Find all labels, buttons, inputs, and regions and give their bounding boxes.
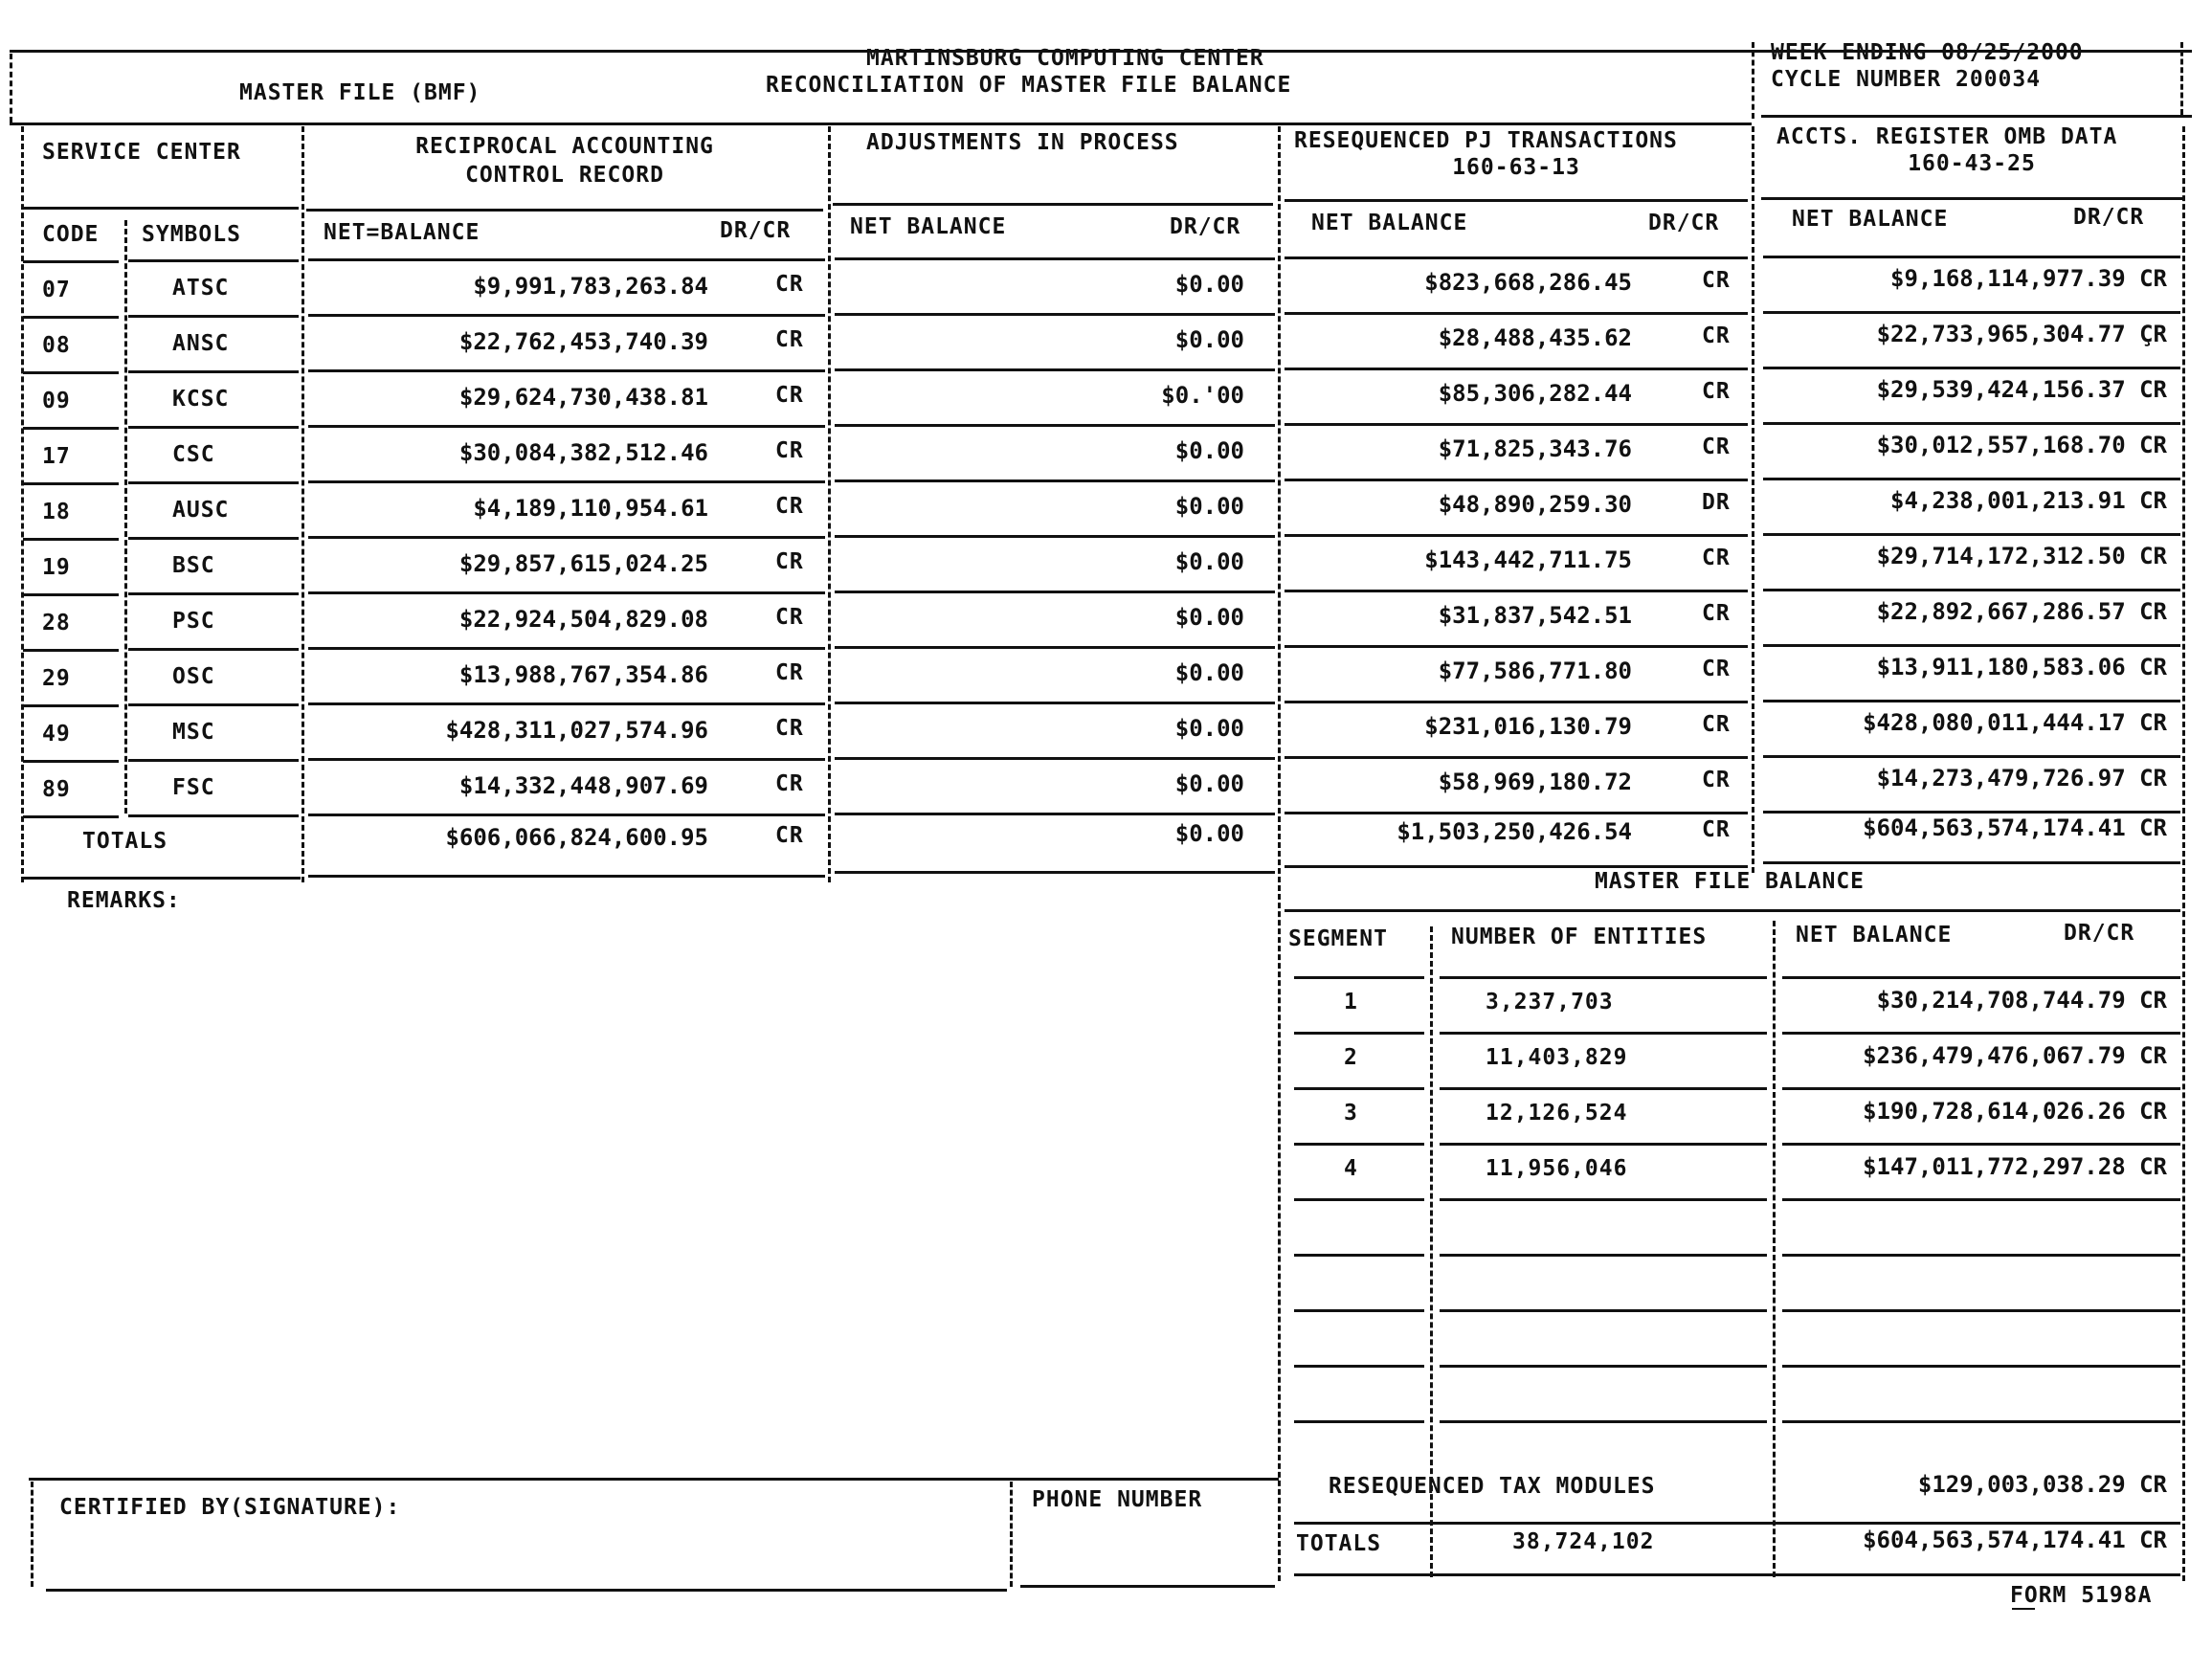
row-rac: $22,924,504,829.08 (458, 606, 708, 633)
row-code: 19 (42, 555, 71, 580)
row-rac-drcr: CR (775, 549, 804, 574)
divider (1763, 861, 2180, 864)
row-divider (128, 592, 299, 595)
segment-entities: 11,403,829 (1486, 1045, 1628, 1070)
row-divider (1294, 1143, 1424, 1146)
row-code: 09 (42, 389, 71, 413)
row-pj-drcr: CR (1702, 323, 1731, 348)
certified-by-label: CERTIFIED BY(SIGNATURE): (59, 1495, 401, 1520)
totals-accts: $604,563,574,174.41 CR (1863, 814, 2167, 841)
row-rac-drcr: CR (775, 327, 804, 352)
divider (1773, 921, 1776, 1577)
row-divider (308, 591, 825, 594)
adjustments-header: ADJUSTMENTS IN PROCESS (866, 130, 1179, 155)
divider (828, 126, 831, 882)
row-divider (23, 371, 119, 374)
row-pj: $231,016,130.79 (1424, 713, 1632, 740)
adj-net-balance-header: NET BALANCE (850, 214, 1007, 239)
row-rac-drcr: CR (775, 605, 804, 630)
divider (1285, 199, 1748, 202)
pj-net-balance-header: NET BALANCE (1311, 211, 1468, 235)
divider (29, 1478, 1279, 1481)
row-code: 89 (42, 777, 71, 802)
segment-number: 4 (1344, 1156, 1358, 1181)
row-divider (1440, 1309, 1767, 1312)
row-divider (1782, 1420, 2180, 1423)
master-file-title: MASTER FILE (BMF) (239, 80, 481, 105)
totals-pj: $1,503,250,426.54 (1396, 818, 1632, 845)
row-rac: $29,624,730,438.81 (458, 384, 708, 411)
divider (2180, 42, 2183, 115)
row-divider (308, 814, 825, 816)
row-divider (1285, 423, 1748, 426)
row-divider (308, 425, 825, 428)
row-symbol: OSC (172, 664, 215, 689)
row-divider (835, 313, 1275, 316)
mfb-drcr-header: DR/CR (2064, 921, 2135, 946)
row-divider (835, 702, 1275, 704)
divider (2012, 1608, 2035, 1610)
row-divider (1294, 1087, 1424, 1090)
row-pj-drcr: CR (1702, 768, 1731, 792)
row-divider (1763, 811, 2180, 814)
row-rac-drcr: CR (775, 660, 804, 685)
remarks-area[interactable] (57, 919, 1263, 1455)
row-rac: $13,988,767,354.86 (458, 661, 708, 688)
row-pj-drcr: DR (1702, 490, 1731, 515)
row-rac-drcr: CR (775, 272, 804, 297)
divider (1761, 115, 2192, 118)
row-divider (1285, 701, 1748, 703)
row-accts: $13,911,180,583.06 CR (1876, 654, 2167, 680)
row-pj: $28,488,435.62 (1438, 324, 1632, 351)
row-divider (1294, 1309, 1424, 1312)
row-divider (1763, 533, 2180, 536)
row-pj: $85,306,282.44 (1438, 380, 1632, 407)
row-divider (1285, 368, 1748, 370)
week-ending: WEEK ENDING 08/25/2000 (1771, 40, 2084, 65)
row-code: 07 (42, 278, 71, 302)
row-code: 08 (42, 333, 71, 358)
row-divider (23, 316, 119, 319)
divider (1020, 1585, 1275, 1588)
row-divider (23, 538, 119, 541)
row-divider (1440, 976, 1767, 979)
row-adj: $0.00 (1174, 271, 1244, 298)
row-divider (128, 814, 299, 817)
row-divider (835, 591, 1275, 593)
row-pj-drcr: CR (1702, 657, 1731, 681)
divider (23, 877, 301, 880)
row-adj: $0.00 (1174, 326, 1244, 353)
row-adj: $0.00 (1174, 715, 1244, 742)
row-divider (1285, 812, 1748, 814)
symbols-column-header: SYMBOLS (142, 222, 241, 247)
row-divider (308, 536, 825, 539)
totals-pj-drcr: CR (1702, 817, 1731, 842)
row-symbol: MSC (172, 720, 215, 745)
row-divider (308, 314, 825, 317)
row-code: 28 (42, 611, 71, 635)
row-rac-drcr: CR (775, 494, 804, 519)
row-divider (1440, 1198, 1767, 1201)
row-divider (1763, 755, 2180, 758)
phone-number-label: PHONE NUMBER (1032, 1487, 1203, 1512)
row-code: 18 (42, 500, 71, 524)
row-divider (308, 758, 825, 761)
row-divider (1782, 1087, 2180, 1090)
row-divider (23, 482, 119, 485)
row-divider (128, 481, 299, 484)
row-divider (1294, 1254, 1424, 1257)
row-rac: $9,991,783,263.84 (473, 273, 708, 300)
mfb-totals-entities: 38,724,102 (1512, 1529, 1655, 1554)
pj-drcr-header: DR/CR (1648, 211, 1720, 235)
row-divider (1782, 976, 2180, 979)
row-divider (1763, 589, 2180, 591)
row-symbol: ATSC (172, 276, 230, 301)
rac-header-line2: CONTROL RECORD (465, 163, 664, 188)
row-adj: $0.00 (1174, 604, 1244, 631)
row-divider (1782, 1032, 2180, 1035)
row-divider (1782, 1198, 2180, 1201)
row-divider (1294, 1420, 1424, 1423)
divider (302, 126, 304, 882)
row-divider (128, 370, 299, 373)
row-pj-drcr: CR (1702, 268, 1731, 293)
row-pj: $31,837,542.51 (1438, 602, 1632, 629)
divider (46, 1589, 1007, 1592)
row-divider (1285, 590, 1748, 592)
totals-rac: $606,066,824,600.95 (445, 824, 708, 851)
row-accts: $29,539,424,156.37 CR (1876, 376, 2167, 403)
divider (833, 203, 1273, 206)
row-pj-drcr: CR (1702, 435, 1731, 459)
form-number: FORM 5198A (2010, 1583, 2153, 1608)
cycle-number: CYCLE NUMBER 200034 (1771, 67, 2042, 92)
divider (10, 54, 12, 123)
divider (31, 1482, 34, 1587)
row-symbol: ANSC (172, 331, 230, 356)
divider (21, 207, 299, 210)
accts-net-balance-header: NET BALANCE (1792, 207, 1949, 232)
row-rac-drcr: CR (775, 383, 804, 408)
row-code: 17 (42, 444, 71, 469)
row-accts: $22,733,965,304.77 ÇR (1876, 321, 2167, 347)
row-divider (1285, 645, 1748, 648)
row-divider (1294, 1365, 1424, 1368)
mfb-totals-label: TOTALS (1296, 1531, 1382, 1556)
row-accts: $30,012,557,168.70 CR (1876, 432, 2167, 458)
row-divider (1285, 756, 1748, 759)
signature-field[interactable] (38, 1524, 995, 1581)
row-divider (1440, 1365, 1767, 1368)
divider (1285, 865, 1748, 868)
row-rac-drcr: CR (775, 771, 804, 796)
row-divider (308, 647, 825, 650)
row-divider (835, 368, 1275, 371)
divider (1285, 909, 2180, 912)
row-rac-drcr: CR (775, 438, 804, 463)
code-column-header: CODE (42, 222, 100, 247)
divider (10, 123, 1752, 125)
row-divider (1782, 1309, 2180, 1312)
row-adj: $0.'00 (1161, 382, 1244, 409)
center-title-line1: MARTINSBURG COMPUTING CENTER (866, 46, 1264, 71)
row-divider (23, 815, 119, 818)
row-accts: $22,892,667,286.57 CR (1876, 598, 2167, 625)
accts-drcr-header: DR/CR (2073, 205, 2145, 230)
row-divider (1440, 1032, 1767, 1035)
row-pj-drcr: CR (1702, 712, 1731, 737)
row-adj: $0.00 (1174, 659, 1244, 686)
segment-entities: 11,956,046 (1486, 1156, 1628, 1181)
row-divider (128, 537, 299, 540)
row-pj: $143,442,711.75 (1424, 546, 1632, 573)
totals-label: TOTALS (82, 829, 168, 854)
row-rac: $30,084,382,512.46 (458, 439, 708, 466)
row-pj-drcr: CR (1702, 379, 1731, 404)
row-divider (23, 704, 119, 707)
row-divider (835, 813, 1275, 815)
row-divider (128, 648, 299, 651)
row-rac-drcr: CR (775, 716, 804, 741)
row-accts: $428,080,011,444.17 CR (1863, 709, 2167, 736)
divider (306, 209, 823, 212)
adj-drcr-header: DR/CR (1170, 214, 1241, 239)
row-divider (1763, 644, 2180, 647)
divider (1278, 126, 1281, 1581)
row-adj: $0.00 (1174, 548, 1244, 575)
row-divider (308, 702, 825, 705)
tax-modules-label: RESEQUENCED TAX MODULES (1329, 1474, 1656, 1499)
row-accts: $14,273,479,726.97 CR (1876, 765, 2167, 791)
mfb-net-header: NET BALANCE (1796, 923, 1953, 947)
row-divider (1763, 367, 2180, 369)
accts-header-line1: ACCTS. REGISTER OMB DATA (1776, 124, 2118, 149)
row-rac: $22,762,453,740.39 (458, 328, 708, 355)
row-symbol: KCSC (172, 387, 230, 412)
row-pj: $823,668,286.45 (1424, 269, 1632, 296)
rac-net-balance-header: NET=BALANCE (324, 220, 480, 245)
pj-header-line1: RESEQUENCED PJ TRANSACTIONS (1294, 128, 1678, 153)
row-divider (1763, 311, 2180, 314)
row-divider (835, 257, 1275, 260)
row-divider (128, 759, 299, 762)
row-adj: $0.00 (1174, 437, 1244, 464)
phone-number-field[interactable] (1018, 1516, 1273, 1583)
row-divider (1763, 422, 2180, 425)
divider (308, 875, 825, 878)
row-accts: $9,168,114,977.39 CR (1890, 265, 2167, 292)
row-divider (1763, 700, 2180, 702)
row-pj: $71,825,343.76 (1438, 435, 1632, 462)
row-divider (1440, 1254, 1767, 1257)
mfb-entities-header: NUMBER OF ENTITIES (1451, 925, 1708, 949)
row-divider (1294, 1032, 1424, 1035)
segment-number: 2 (1344, 1045, 1358, 1070)
row-divider (1440, 1087, 1767, 1090)
row-divider (1294, 1198, 1424, 1201)
row-divider (23, 427, 119, 430)
rac-drcr-header: DR/CR (720, 218, 792, 243)
row-divider (1285, 312, 1748, 315)
row-divider (1782, 1254, 2180, 1257)
row-divider (1782, 1365, 2180, 1368)
remarks-label: REMARKS: (67, 888, 181, 913)
row-divider (1285, 256, 1748, 259)
row-rac: $4,189,110,954.61 (473, 495, 708, 522)
row-symbol: CSC (172, 442, 215, 467)
divider (835, 871, 1275, 874)
divider (2182, 126, 2185, 1581)
segment-net-balance: $30,214,708,744.79 CR (1876, 987, 2167, 1014)
row-divider (23, 593, 119, 596)
row-divider (128, 315, 299, 318)
row-divider (1440, 1143, 1767, 1146)
pj-header-line2: 160-63-13 (1452, 155, 1580, 180)
row-symbol: AUSC (172, 498, 230, 523)
divider (1294, 1573, 2180, 1576)
row-divider (1440, 1420, 1767, 1423)
segment-net-balance: $147,011,772,297.28 CR (1863, 1153, 2167, 1180)
row-divider (1285, 479, 1748, 481)
divider (1752, 126, 1754, 873)
row-code: 29 (42, 666, 71, 691)
row-divider (23, 760, 119, 763)
row-divider (835, 646, 1275, 649)
row-adj: $0.00 (1174, 770, 1244, 797)
accts-header-line2: 160-43-25 (1908, 151, 2036, 176)
row-divider (128, 259, 299, 262)
row-divider (835, 424, 1275, 427)
segment-net-balance: $236,479,476,067.79 CR (1863, 1042, 2167, 1069)
row-divider (1294, 976, 1424, 979)
row-symbol: PSC (172, 609, 215, 634)
row-rac: $29,857,615,024.25 (458, 550, 708, 577)
row-divider (1285, 534, 1748, 537)
mfb-title: MASTER FILE BALANCE (1594, 869, 1866, 894)
divider (1752, 42, 1754, 119)
divider (1761, 197, 2182, 200)
divider (21, 126, 24, 882)
row-pj: $48,890,259.30 (1438, 491, 1632, 518)
totals-rac-drcr: CR (775, 823, 804, 848)
mfb-totals-net: $604,563,574,174.41 CR (1863, 1527, 2167, 1553)
row-accts: $4,238,001,213.91 CR (1890, 487, 2167, 514)
row-code: 49 (42, 722, 71, 747)
row-adj: $0.00 (1174, 493, 1244, 520)
segment-entities: 3,237,703 (1486, 990, 1614, 1014)
row-pj-drcr: CR (1702, 601, 1731, 626)
segment-net-balance: $190,728,614,026.26 CR (1863, 1098, 2167, 1125)
row-divider (128, 426, 299, 429)
row-divider (1782, 1143, 2180, 1146)
row-symbol: FSC (172, 775, 215, 800)
rac-header-line1: RECIPROCAL ACCOUNTING (415, 134, 714, 159)
row-divider (835, 479, 1275, 482)
center-title-line2: RECONCILIATION OF MASTER FILE BALANCE (766, 73, 1292, 98)
segment-number: 3 (1344, 1101, 1358, 1126)
segment-entities: 12,126,524 (1486, 1101, 1628, 1126)
divider (124, 220, 127, 814)
mfb-segment-header: SEGMENT (1288, 926, 1388, 951)
row-divider (23, 649, 119, 652)
row-pj: $58,969,180.72 (1438, 769, 1632, 795)
row-pj: $77,586,771.80 (1438, 658, 1632, 684)
row-accts: $29,714,172,312.50 CR (1876, 543, 2167, 569)
row-divider (308, 369, 825, 372)
row-divider (128, 703, 299, 706)
segment-number: 1 (1344, 990, 1358, 1014)
row-divider (1763, 256, 2180, 258)
totals-adj: $0.00 (1174, 820, 1244, 847)
row-symbol: BSC (172, 553, 215, 578)
row-divider (308, 480, 825, 483)
row-rac: $428,311,027,574.96 (445, 717, 708, 744)
row-divider (308, 258, 825, 261)
row-divider (1763, 478, 2180, 480)
row-pj-drcr: CR (1702, 546, 1731, 570)
divider (1010, 1482, 1013, 1587)
row-divider (23, 260, 119, 263)
row-divider (835, 535, 1275, 538)
service-center-header: SERVICE CENTER (42, 140, 241, 165)
row-divider (835, 757, 1275, 760)
divider (1294, 1522, 2180, 1525)
row-rac: $14,332,448,907.69 (458, 772, 708, 799)
tax-modules-value: $129,003,038.29 CR (1917, 1471, 2167, 1498)
